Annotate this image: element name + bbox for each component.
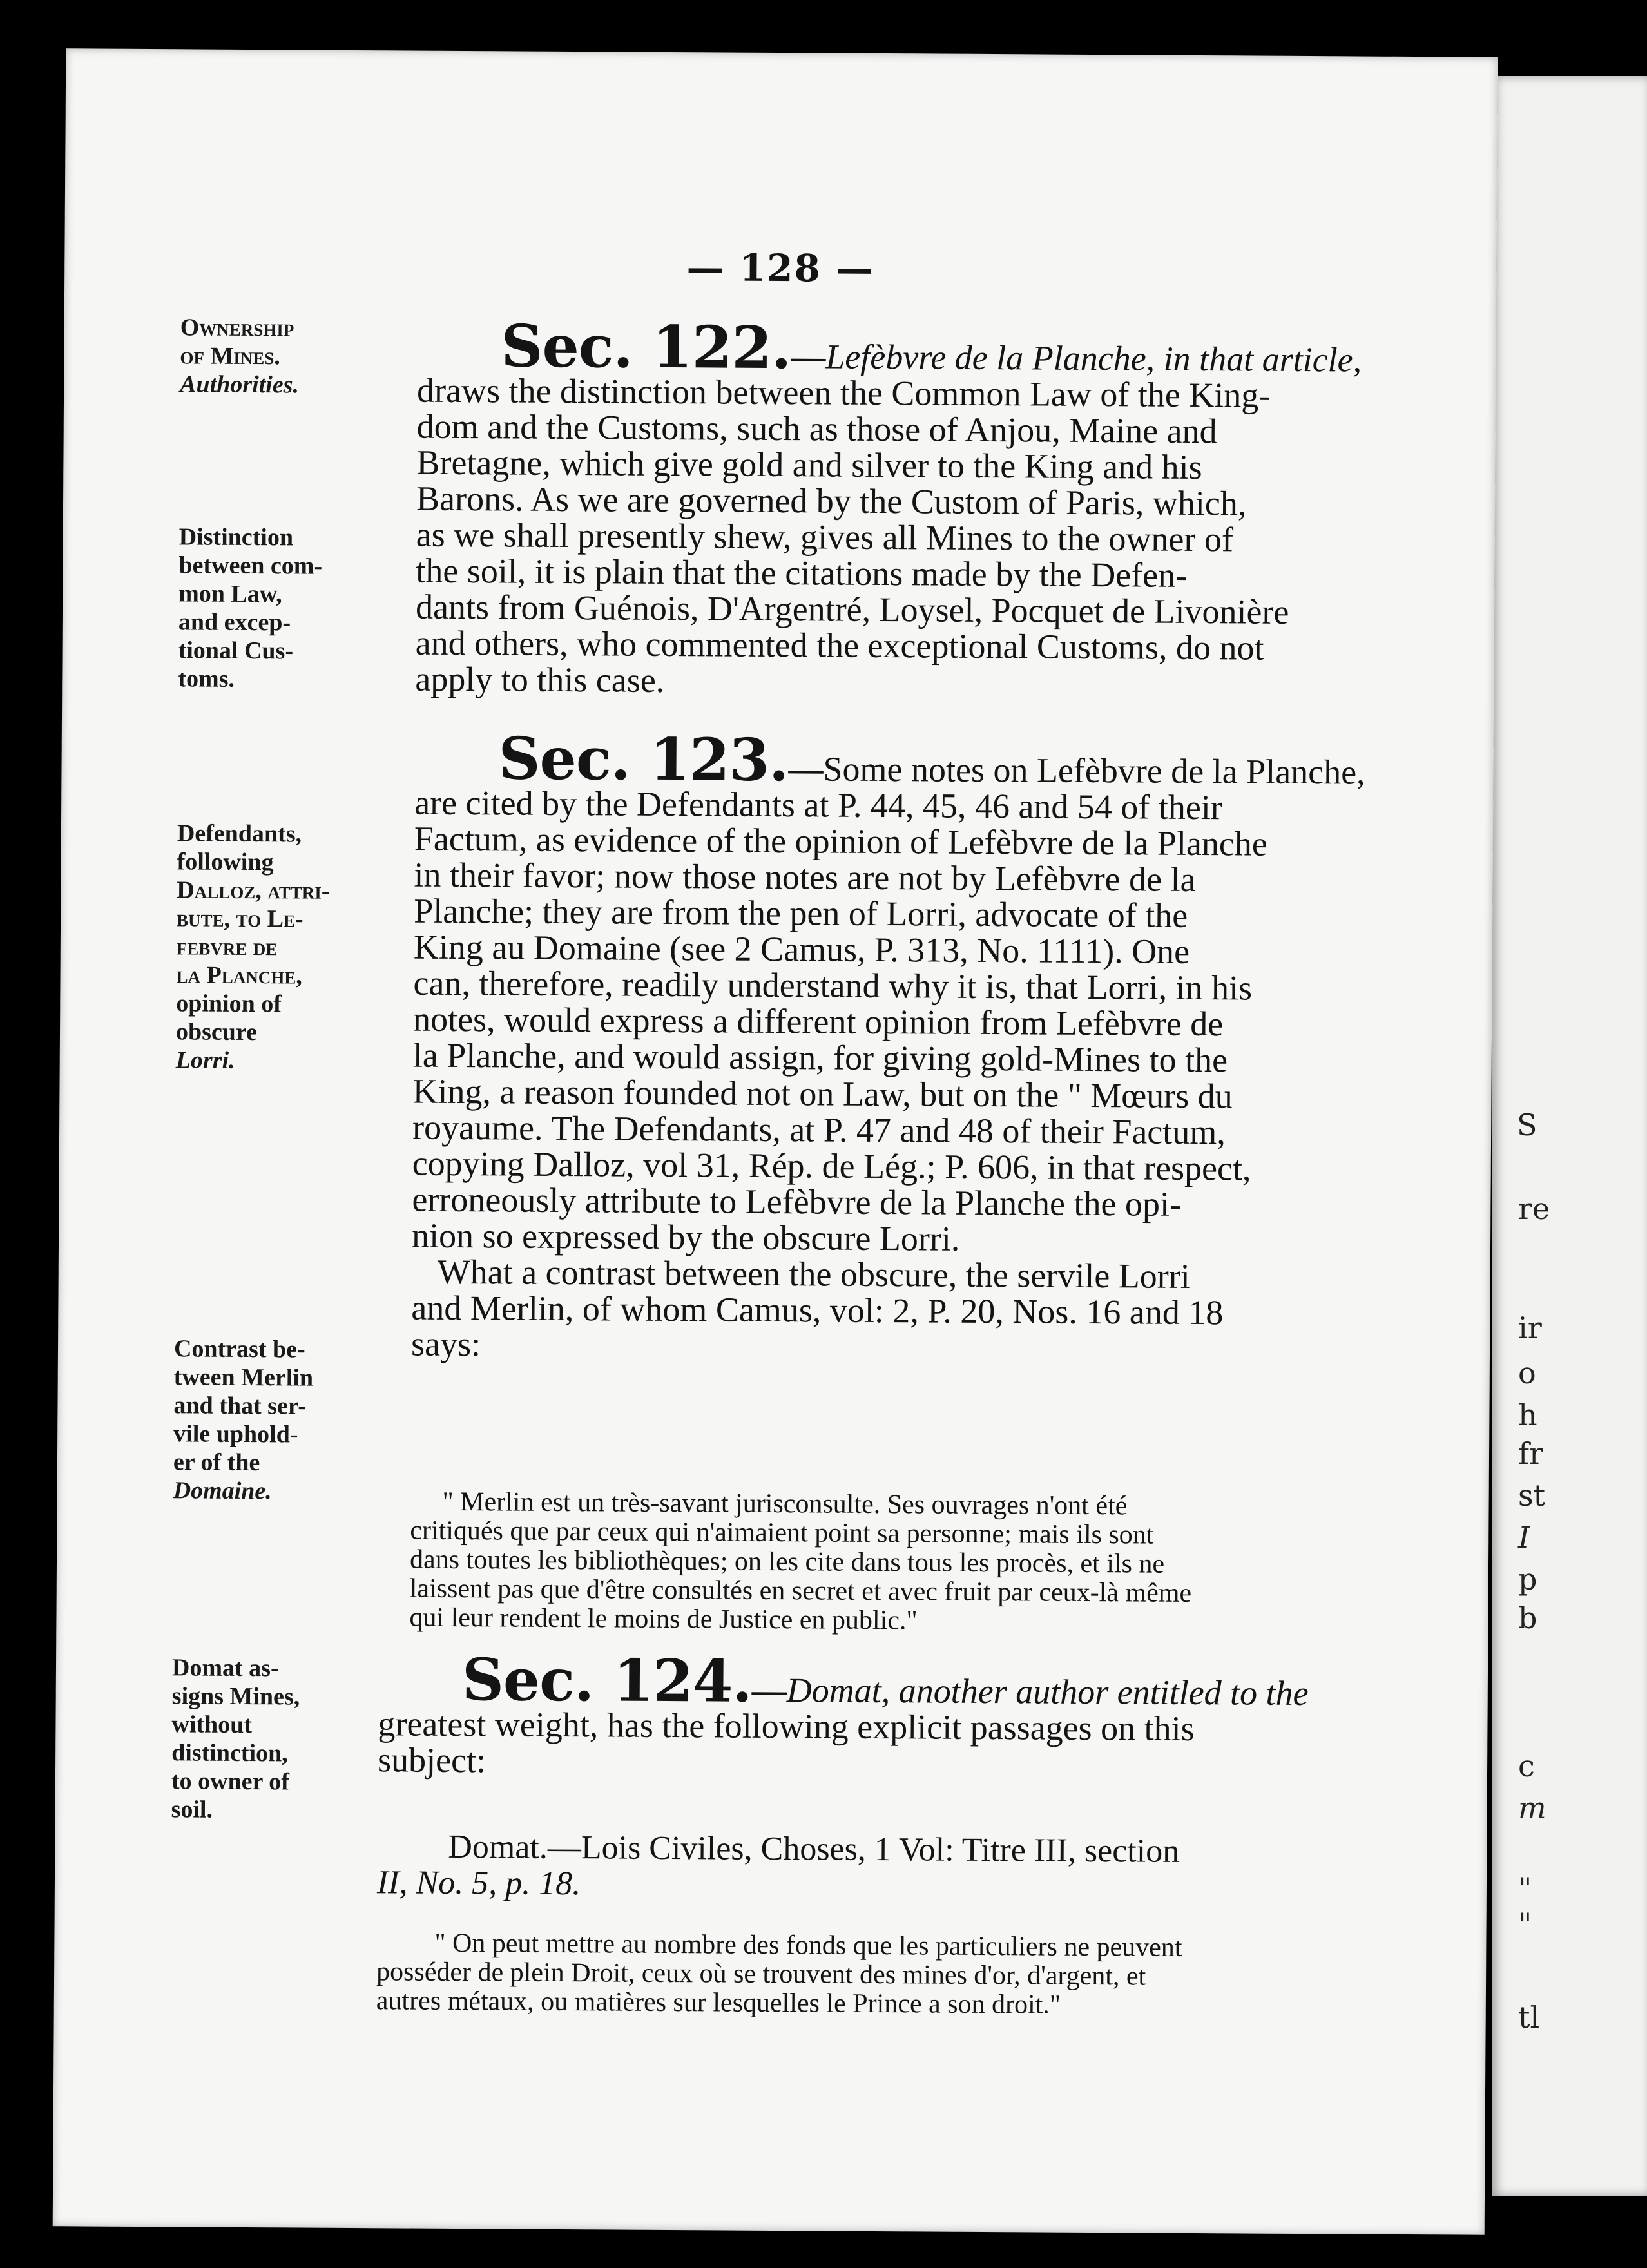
margin-note-domat [171, 1653, 392, 1825]
margin-note-line: Contrast be- [173, 1335, 305, 1363]
margin-note-line: Ownership [180, 314, 294, 342]
margin-note-contrast [173, 1334, 394, 1506]
merlin-quote [409, 1488, 1357, 1639]
margin-note-line: to owner of [171, 1767, 289, 1796]
edge-fragment: re [1518, 1191, 1550, 1226]
margin-note-line: following [177, 848, 274, 876]
margin-note-line: soil. [171, 1796, 213, 1823]
quote-line: dans toutes les bibliothèques; on les cite dans tous les procès, et ils ne [409, 1544, 1165, 1579]
margin-note-line: and excep- [178, 608, 291, 637]
text-line: erroneously attribute to Lefèbvre de la Planche the opi- [412, 1180, 1182, 1224]
margin-note-line: Distinction [178, 523, 294, 552]
margin-note-line: toms. [178, 665, 235, 693]
margin-note-line: Domaine. [173, 1477, 272, 1505]
text-line: draws the distinction between the Common Law of the King- [416, 370, 1271, 415]
text-line: can, therefore, readily understand why it is, that Lorri, in his [413, 963, 1253, 1008]
quote-line: " On peut mettre au nombre des fonds que les particuliers ne peuvent [434, 1928, 1182, 1963]
edge-fragment: m [1518, 1791, 1546, 1825]
margin-note-line: vile uphold- [173, 1420, 298, 1448]
text-line: notes, would express a different opinion from Lefèbvre de [412, 999, 1224, 1044]
text-line: Bretagne, which give gold and silver to the King and his [416, 443, 1202, 487]
margin-note-line: tween Merlin [173, 1363, 314, 1392]
margin-note-line: between com- [178, 552, 323, 580]
text-line: Barons. As we are governed by the Custom of Paris, which, [416, 479, 1247, 523]
edge-fragment: o [1518, 1356, 1536, 1390]
margin-note-line: distinction, [171, 1739, 288, 1767]
margin-note-line: and that ser- [173, 1392, 307, 1420]
margin-note-line: Authorities. [180, 370, 300, 399]
text-line: dom and the Customs, such as those of Anjou, Maine and [416, 407, 1217, 451]
quote-line: laissent pas que d'être consultés en secret et avec fruit par ceux-là même [409, 1573, 1192, 1608]
edge-fragment: I [1518, 1520, 1530, 1555]
margin-note-line: Dalloz, attri- [177, 876, 330, 905]
domat-quote [376, 1928, 1356, 2021]
text-line: subject: [377, 1740, 486, 1780]
text-line: King, a reason founded not on Law, but on the " Mœurs du [412, 1072, 1233, 1116]
book-page [53, 48, 1498, 2235]
text-line: the soil, it is plain that the citations made by the Defen- [416, 551, 1188, 595]
quote-line: " Merlin est un très-savant jurisconsulte. Ses ouvrages n'ont été [442, 1486, 1128, 1521]
margin-note-line: of Mines. [180, 342, 280, 370]
edge-fragment: fr [1518, 1436, 1544, 1471]
domat-citation [377, 1829, 1357, 1907]
text-line: says: [410, 1324, 481, 1364]
text-line: and others, who commented the exceptional Customs, do not [415, 623, 1264, 668]
section-heading: Sec. 124. [461, 1646, 753, 1716]
text-line: Domat, another author entitled to the [786, 1671, 1309, 1713]
margin-note-line: Defendants, [177, 820, 302, 848]
margin-note-ownership [180, 313, 400, 399]
section-122: Sec. 122.—Lefèbvre de la Planche, in that article, draws the distinction between the Common Law of the King- dom and the Customs, such as those of Anjou, Maine and Bretagne, which give gold and silver to the King and his Barons. As we are governed by the Custom of Paris, which, as we shall presently shew, gives all Mines to the owner of the soil, it is plain that the citations made by the Defen- dants from Guénois, D'Argentré, Loysel, Pocquet de Livonière and others, who commented the exceptional Customs, do not apply to this case. [415, 328, 1385, 703]
text-line: dants from Guénois, D'Argentré, Loysel, Pocquet de Livonière [415, 587, 1289, 631]
text-line: la Planche, and would assign, for giving gold-Mines to the [412, 1035, 1228, 1080]
margin-note-line: tional Cus- [178, 637, 294, 665]
edge-fragment: p [1518, 1562, 1537, 1597]
edge-fragment: b [1518, 1600, 1537, 1635]
margin-note-line: febvre de [176, 933, 278, 961]
citation-line: II, No. 5, p. 18. [376, 1864, 581, 1903]
margin-note-line: opinion of [176, 990, 282, 1018]
text-line: King au Domaine (see 2 Camus, P. 313, No. 1111). One [413, 927, 1190, 971]
quote-line: autres métaux, ou matières sur lesquelles le Prince a son droit." [376, 1986, 1061, 2020]
edge-fragment: " [1518, 1871, 1532, 1906]
edge-fragment: " [1518, 1907, 1532, 1941]
citation-line: Domat.—Lois Civiles, Choses, 1 Vol: Titre III, section [448, 1828, 1180, 1870]
quote-line: qui leur rendent le moins de Justice en public." [409, 1602, 918, 1636]
margin-note-line: bute, to Le- [176, 905, 303, 933]
text-line: as we shall presently shew, gives all Mines to the owner of [416, 515, 1234, 559]
section-124: Sec. 124.—Domat, another author entitled to the greatest weight, has the following explicit passages on this subject: [378, 1661, 1358, 1783]
text-line: Lefèbvre de la Planche, in that article, [825, 337, 1362, 380]
edge-fragment: tl [1518, 2000, 1540, 2035]
margin-note-line: signs Mines, [171, 1682, 300, 1711]
margin-note-line: without [171, 1711, 253, 1739]
text-line: greatest weight, has the following explicit passages on this [378, 1704, 1195, 1748]
margin-note-line: la Planche, [176, 961, 302, 990]
section-123: Sec. 123.—Some notes on Lefèbvre de la Planche, are cited by the Defendants at P. 44, 45, 46 and 54 of their Factum, as evidence of the opinion of Lefèbvre de la Planche in their favor; now those notes are not by Lefèbvre de la Planche; they are from the pen of Lorri, advocate of the King au Domaine (see 2 Camus, P. 313, No. 1111). One can, therefore, readily understand why it is, that Lorri, in his notes, would express a different opinion from Lefèbvre de la Planche, and would assign, for giving gold-Mines to the King, a reason founded not on Law, but on the " Mœurs du royaume. The Defendants, at P. 47 and 48 of their Factum, copying Dalloz, vol 31, Rép. de Lég.; P. 606, in that respect, erroneously attribute to Lefèbvre de la Planche the opi- nion so expressed by the obscure Lorri. What a contrast between the obscure, the servile Lorri and Merlin, of whom Camus, vol: 2, P. 20, Nos. 16 and 18 says: [411, 740, 1383, 1368]
adjacent-page-edge [1492, 76, 1647, 2196]
margin-note-defendants [176, 819, 396, 1075]
text-line: in their favor; now those notes are not by Lefèbvre de la [414, 855, 1196, 899]
margin-note-line: Domat as- [171, 1654, 279, 1682]
margin-note-line: mon Law, [178, 580, 282, 608]
quote-line: critiqués que par ceux qui n'aimaient point sa personne; mais ils sont [410, 1515, 1154, 1550]
text-line: What a contrast between the obscure, the servile Lorri [437, 1252, 1190, 1296]
margin-note-distinction [178, 523, 398, 694]
text-line: Planche; they are from the pen of Lorri, advocate of the [413, 891, 1188, 935]
text-line: Some notes on Lefèbvre de la Planche, [823, 749, 1365, 792]
edge-fragment: st [1518, 1478, 1546, 1513]
edge-fragment: ir [1518, 1311, 1542, 1345]
text-line: nion so expressed by the obscure Lorri. [411, 1216, 960, 1258]
margin-note-line: Lorri. [175, 1046, 235, 1074]
section-heading: Sec. 123. [498, 724, 789, 795]
text-line: royaume. The Defendants, at P. 47 and 48 of their Factum, [412, 1108, 1226, 1152]
text-line: copying Dalloz, vol 31, Rép. de Lég.; P. 606, in that respect, [412, 1144, 1251, 1188]
margin-note-line: obscure [175, 1018, 258, 1046]
margin-note-line: er of the [173, 1448, 260, 1477]
page-number: — 128 — [686, 245, 875, 291]
text-line: and Merlin, of whom Camus, vol: 2, P. 20, Nos. 16 and 18 [411, 1288, 1224, 1332]
text-line: apply to this case. [415, 659, 665, 700]
text-line: are cited by the Defendants at P. 44, 45, 46 and 54 of their [414, 783, 1223, 827]
text-line: Factum, as evidence of the opinion of Lefèbvre de la Planche [414, 819, 1268, 863]
edge-fragment: S [1517, 1108, 1537, 1142]
edge-fragment: h [1518, 1398, 1537, 1432]
edge-fragment: c [1518, 1749, 1535, 1783]
section-heading: Sec. 122. [501, 312, 791, 383]
quote-line: posséder de plein Droit, ceux où se trouvent des mines d'or, d'argent, et [376, 1957, 1146, 1992]
